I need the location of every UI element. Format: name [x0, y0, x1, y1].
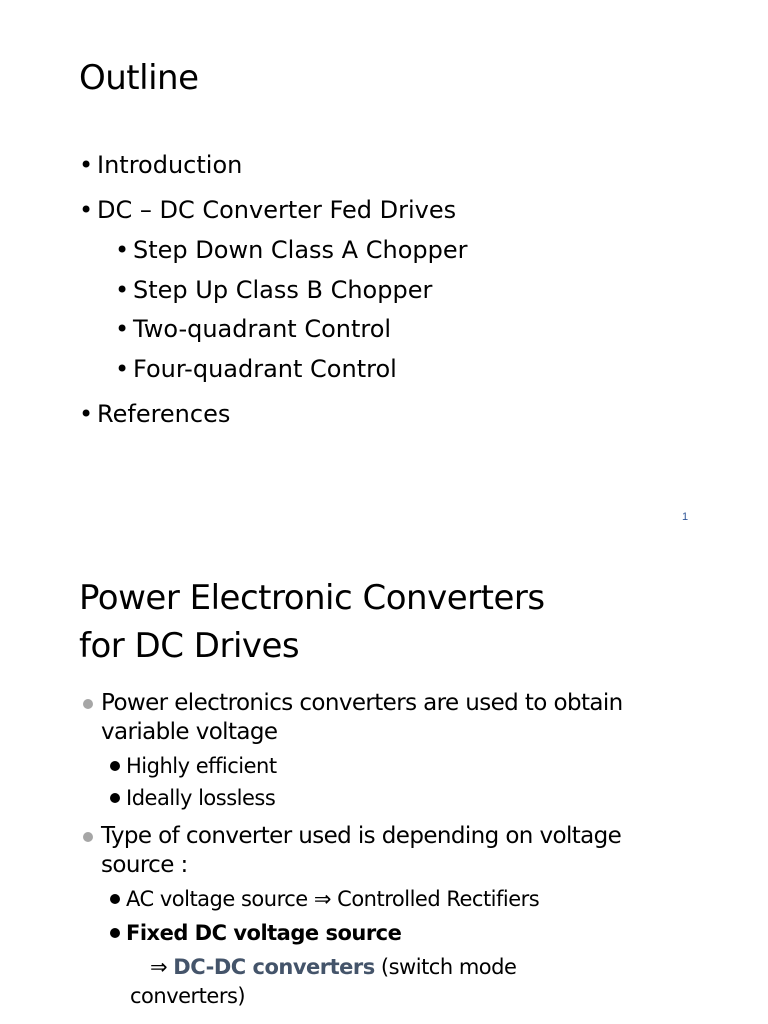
list-item-text: Ideally lossless — [126, 786, 276, 810]
list-item-text: Step Up Class B Chopper — [133, 276, 433, 304]
list-item-text: Step Down Class A Chopper — [133, 236, 468, 264]
bullet-dot — [83, 699, 93, 709]
bullet-marker: • — [79, 196, 94, 224]
list-item — [115, 354, 397, 384]
list-item-text: AC voltage source ⇒ Controlled Rectifiers — [126, 887, 540, 911]
bullet-dot — [83, 832, 93, 842]
highlight-term: DC-DC converters — [173, 955, 375, 979]
bullet-dot — [110, 793, 120, 803]
list-item-text: Power electronics converters are used to obtain — [101, 690, 623, 716]
bullet-dot — [110, 894, 120, 904]
bullet-marker: • — [115, 236, 130, 264]
sub-list-item — [110, 885, 539, 913]
sub-list-item — [110, 919, 401, 947]
sub-list-continuation — [130, 982, 245, 1010]
bullet-marker: • — [115, 276, 130, 304]
list-item-text: References — [97, 400, 231, 428]
bullet-marker: • — [115, 315, 130, 343]
list-item-text: variable voltage — [101, 719, 278, 745]
page-number: 1 — [682, 511, 689, 523]
slide-power-converters — [0, 540, 768, 1024]
list-item-text: Two-quadrant Control — [133, 315, 392, 343]
sub-list-continuation — [150, 953, 516, 981]
list-item — [115, 235, 467, 265]
bullet-dot — [110, 761, 120, 771]
list-item — [115, 275, 432, 305]
list-item-text: Introduction — [97, 151, 243, 179]
list-item — [79, 399, 230, 429]
list-item-text: Type of converter used is depending on voltage — [101, 823, 622, 849]
title-line: Power Electronic Converters — [79, 578, 545, 618]
list-item — [79, 689, 623, 747]
bullet-marker: • — [79, 151, 94, 179]
list-item-text: source : — [101, 852, 188, 878]
list-item-text: converters) — [130, 984, 246, 1008]
slide-title — [79, 574, 545, 670]
title-line: for DC Drives — [79, 626, 300, 666]
list-item-text: (switch mode — [374, 955, 517, 979]
list-item-text: Fixed DC voltage source — [126, 921, 402, 945]
sub-list-item — [110, 752, 277, 780]
bullet-dot — [110, 928, 120, 938]
bullet-marker: • — [79, 400, 94, 428]
slide-title: Outline — [79, 58, 199, 98]
implies-arrow: ⇒ — [150, 955, 168, 979]
list-item — [79, 195, 456, 225]
bullet-marker: • — [115, 355, 130, 383]
list-item — [79, 822, 621, 880]
list-item-text: DC – DC Converter Fed Drives — [97, 196, 457, 224]
list-item-text: Four-quadrant Control — [133, 355, 397, 383]
list-item-text: Highly efficient — [126, 754, 277, 778]
sub-list-item — [110, 784, 275, 812]
list-item — [115, 314, 391, 344]
list-item — [79, 150, 242, 180]
